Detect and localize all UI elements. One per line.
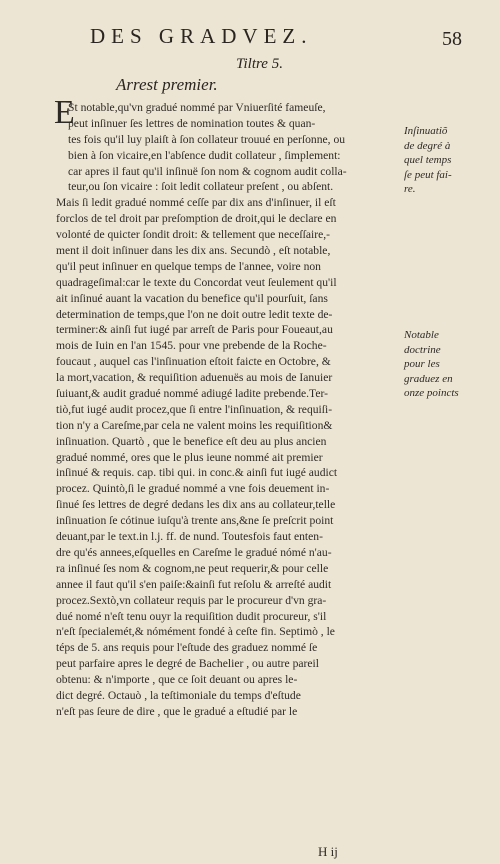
marginal-note-line: quel temps bbox=[404, 154, 452, 166]
text-line: Mais ſi ledit gradué nommé ceſſe par dix ans d'inſinuer, il eſt bbox=[56, 196, 336, 210]
text-line: qu'il peut inſinuer en quelque temps de l'annee, voire non bbox=[56, 259, 321, 273]
text-line: n'eſt ſpecialemét,& nómément fondé à ceſte fin. Septimò , le bbox=[56, 625, 335, 639]
text-line: inſinué & requis. cap. tibi qui. in conc.& ainſi fut iugé audict bbox=[56, 466, 338, 480]
text-line: téps de 5. ans requis pour l'eſtude des graduez nommé ſe bbox=[56, 641, 318, 655]
text-line: ait inſinué auant la vacation du benefice qu'il pourſuit, ſans bbox=[56, 291, 328, 305]
text-line: deuant,par le text.in l.j. ff. de nund. Toutesfois faut enten- bbox=[56, 530, 323, 544]
text-line: peut parfaire apres le degré de Bachelier , ou autre pareil bbox=[56, 657, 319, 671]
marginal-note-line: pour les bbox=[404, 358, 440, 370]
text-line: volonté de quicter ſondit droit: & tellement que neceſſaire,- bbox=[56, 228, 330, 242]
text-line: mois de Iuin en l'an 1545. pour vne prebende de la Roche- bbox=[56, 339, 327, 353]
marginal-note-line: ſe peut fai- bbox=[404, 168, 452, 181]
text-line: dre qu'és annees,eſquelles en Careſme le gradué nómé n'au- bbox=[56, 545, 332, 559]
text-line: gradué nommé, ores que le plus ieune nommé ait premier bbox=[56, 450, 323, 464]
text-line: car apres il faut qu'il inſinuë ſon nom & cognom audit colla- bbox=[68, 164, 347, 178]
body-text bbox=[56, 100, 400, 720]
section-title: Tiltre 5. bbox=[236, 56, 283, 72]
marginal-note-line: graduez en bbox=[404, 372, 453, 385]
text-line: terminer:& ainſi fut iugé par arreſt de Paris pour Foueaut,au bbox=[56, 323, 333, 337]
marginal-note-line: doctrine bbox=[404, 343, 441, 356]
text-line: n'eſt pas ſeure de dire , que le gradué a eſtudié par le bbox=[56, 704, 298, 718]
marginal-note-line: onze poincts bbox=[404, 387, 459, 399]
text-line: tes fois qu'il luy plaiſt à ſon collateur trouué en perſonne, ou bbox=[68, 132, 346, 146]
text-line: inſinuation. Quartò , que le benefice eſt deu au plus ancien bbox=[56, 434, 327, 448]
marginal-note-line: re. bbox=[404, 183, 416, 195]
drop-capital: E bbox=[54, 94, 75, 131]
text-line: determination de temps,que l'on ne doit outre ledit texte de- bbox=[56, 307, 333, 321]
text-line: quadrageſimal:car le texte du Concordat veut ſeulement qu'il bbox=[56, 275, 337, 289]
section-subtitle: Arrest premier. bbox=[116, 75, 218, 94]
text-line: ſinué ſes lettres de degré dedans les dix ans au collateur,telle bbox=[56, 498, 336, 512]
marginal-note-line: de degré à bbox=[404, 139, 451, 152]
text-line: forclos de tel droit par preſomption de droit,qui le declare en bbox=[56, 212, 337, 226]
text-line: ment il doit inſinuer dans les dix ans. Secundò , eſt notable, bbox=[56, 244, 331, 258]
marginal-note-line: Notable bbox=[404, 329, 439, 341]
signature-mark: H ij bbox=[318, 844, 338, 859]
text-line: ra inſinué ſes nom & cognom,ne peut requerir,& pour celle bbox=[56, 561, 329, 575]
text-line: obtenu: & n'importe , que ce ſoit deuant ou apres le- bbox=[56, 673, 298, 687]
text-line: la mort,vacation, & requiſition aduenuës au mois de Ianuier bbox=[56, 371, 333, 385]
text-line: procez. Quintò,ſi le gradué nommé a vne fois deuement in- bbox=[56, 482, 330, 496]
text-line: dué nomé n'eſt tenu ouyr la requiſition dudit procureur, s'il bbox=[56, 609, 327, 623]
marginal-note-insinuation bbox=[404, 124, 494, 197]
running-head: DES GRADVEZ. bbox=[90, 24, 313, 48]
text-line: ſuiuant,& audit gradué nommé adiugé ladite prebende.Ter- bbox=[56, 387, 328, 401]
text-line: annee il faut qu'il s'en paiſe:&ainſi fut reſolu & arreſté audit bbox=[56, 577, 332, 591]
text-line: inſinuation ſe cótinue iuſqu'à trente ans,&ne ſe preſcrit point bbox=[56, 514, 334, 528]
text-line: St notable,qu'vn gradué nommé par Vniuerſité fameuſe, bbox=[68, 101, 326, 114]
marginal-note-line: Inſinuatiõ bbox=[404, 125, 448, 137]
text-line: procez.Sextò,vn collateur requis par le procureur d'vn gra- bbox=[56, 593, 327, 607]
text-line: bien à ſon vicaire,en l'abſence dudit collateur , ſimplement: bbox=[68, 148, 341, 162]
marginal-note-doctrine bbox=[404, 328, 494, 401]
text-line: foucaut , auquel cas l'inſinuation eſtoit faicte en Octobre, & bbox=[56, 355, 331, 369]
text-line: peut inſinuer ſes lettres de nomination toutes & quan- bbox=[68, 116, 316, 130]
page-header bbox=[0, 22, 500, 52]
page-number: 58 bbox=[442, 28, 462, 50]
text-line: tion n'y a Careſme,par cela ne valent moins les requiſition& bbox=[56, 418, 333, 432]
text-line: tiò,fut iugé audit procez,que ſi entre l'inſinuation, & requiſi- bbox=[56, 402, 333, 416]
text-line: dict degré. Octauò , la teſtimoniale du temps d'eſtude bbox=[56, 688, 301, 702]
text-line: teur,ou ſon vicaire : ſoit ledit collateur preſent , ou abſent. bbox=[68, 180, 334, 194]
